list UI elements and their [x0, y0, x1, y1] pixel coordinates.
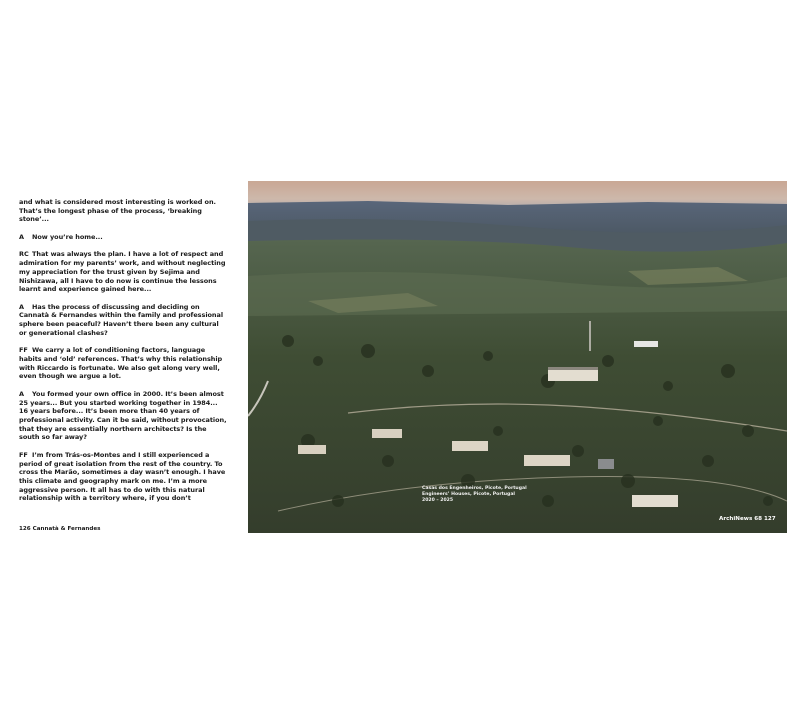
- paragraph-text: and what is considered most interesting is worked on. That’s the longest phase of the process, ‘breaking stone’...: [19, 198, 216, 224]
- paragraph-text: We carry a lot of conditioning factors, language habits and ‘old’ references. That’s why this relationship with Riccardo is fortunate. We also get along very well, even though we argue a lot.: [19, 346, 223, 381]
- photo-caption: [422, 486, 527, 504]
- paragraph-text: You formed your own office in 2000. It’s been almost 25 years... But you started working together in 1984... 16 years before... It’s been more than 40 years of professional activity. Can it be said, without provocation, that they are essentially northern architects? Is the south so far away?: [19, 389, 227, 442]
- paragraph-4: [19, 346, 227, 381]
- caption-line-1: Engineers’ Houses, Picote, Portugal: [422, 492, 516, 497]
- aerial-landscape-photo: [248, 181, 787, 533]
- caption-line-2: 2020 – 2025: [422, 498, 454, 503]
- paragraph-6: [19, 451, 227, 503]
- folio-right: ArchiNews 68 127: [719, 516, 776, 522]
- paragraph-5: [19, 390, 227, 442]
- speaker-label: A: [19, 302, 24, 311]
- speaker-label: RC: [19, 250, 29, 259]
- paragraph-0: [19, 198, 227, 224]
- folio-left: 126 Cannatà & Fernandes: [19, 526, 101, 532]
- paragraph-text: Has the process of discussing and deciding on Cannatà & Fernandes within the family and professional sphere been peaceful? Haven’t there been any cultural or generational clashes?: [19, 302, 224, 337]
- caption-line-0: Casas dos Engenheiros, Picote, Portugal: [422, 486, 527, 491]
- paragraph-text: Now you’re home...: [32, 232, 103, 241]
- speaker-label: FF: [19, 346, 28, 355]
- speaker-label: A: [19, 389, 24, 398]
- paragraph-3: [19, 303, 227, 338]
- left-page-text: [19, 198, 227, 512]
- paragraph-text: That was always the plan. I have a lot of respect and admiration for my parents’ work, and without neglecting my appreciation for the trust given by Sejima and Nishizawa, all I have to do now is continue the lessons learnt and experience gained here...: [19, 250, 226, 294]
- paragraph-1: [19, 233, 227, 242]
- paragraph-text: I’m from Trás-os-Montes and I still experienced a period of great isolation from the rest of the country. To cross the Marão, sometimes a day wasn’t enough. I have this climate and geography mark on me. I’m a more aggressive person. It all has to do with this natural relationship with a territory where, if you don’t: [19, 450, 226, 503]
- paragraph-2: [19, 250, 227, 294]
- speaker-label: A: [19, 232, 24, 241]
- aerial-photo-illustration: [248, 181, 787, 533]
- speaker-label: FF: [19, 450, 28, 459]
